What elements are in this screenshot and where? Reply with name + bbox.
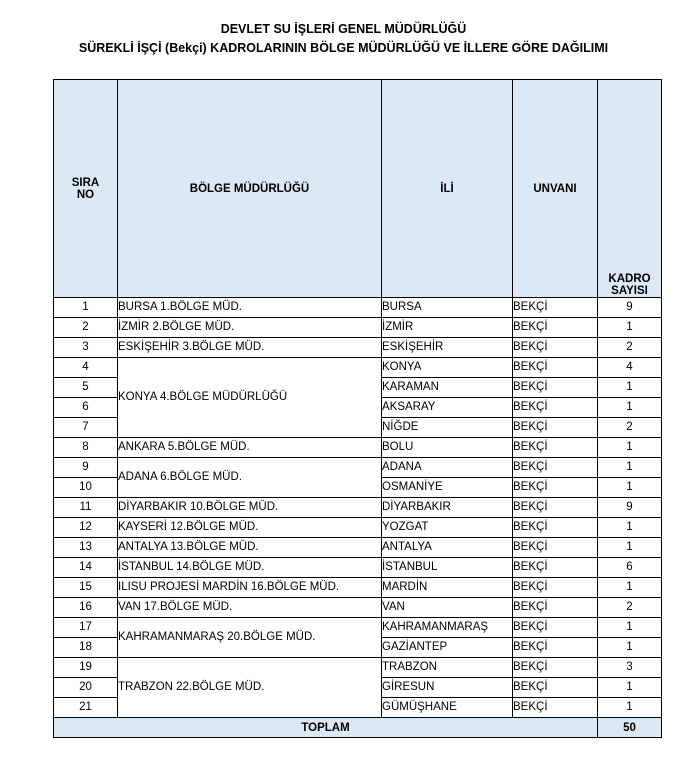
row-number: 18	[54, 638, 118, 658]
row-title: BEKÇİ	[513, 678, 598, 698]
row-number: 3	[54, 338, 118, 358]
row-region: BURSA 1.BÖLGE MÜD.	[118, 298, 382, 318]
table-row	[54, 458, 662, 478]
row-number: 16	[54, 598, 118, 618]
row-city: MARDİN	[382, 578, 513, 598]
row-count: 9	[598, 298, 662, 318]
row-city: GÜMÜŞHANE	[382, 698, 513, 718]
row-title: BEKÇİ	[513, 298, 598, 318]
row-count: 3	[598, 658, 662, 678]
row-city: KAHRAMANMARAŞ	[382, 618, 513, 638]
row-number: 21	[54, 698, 118, 718]
row-number: 4	[54, 358, 118, 378]
header-region: BÖLGE MÜDÜRLÜĞÜ	[118, 80, 382, 298]
row-title: BEKÇİ	[513, 518, 598, 538]
total-label: TOPLAM	[54, 718, 598, 738]
row-city: GAZİANTEP	[382, 638, 513, 658]
row-city: YOZGAT	[382, 518, 513, 538]
row-city: NİĞDE	[382, 418, 513, 438]
document-title	[0, 20, 687, 58]
row-city: İZMİR	[382, 318, 513, 338]
row-count: 9	[598, 498, 662, 518]
table-row	[54, 658, 662, 678]
table-row	[54, 318, 662, 338]
row-number: 19	[54, 658, 118, 678]
row-number: 13	[54, 538, 118, 558]
row-region: ADANA 6.BÖLGE MÜD.	[118, 458, 382, 498]
total-row	[54, 718, 662, 738]
row-number: 14	[54, 558, 118, 578]
row-number: 1	[54, 298, 118, 318]
table-row	[54, 558, 662, 578]
row-city: BOLU	[382, 438, 513, 458]
row-count: 1	[598, 678, 662, 698]
table-row	[54, 358, 662, 378]
table-row	[54, 298, 662, 318]
row-title: BEKÇİ	[513, 598, 598, 618]
row-number: 17	[54, 618, 118, 638]
row-city: TRABZON	[382, 658, 513, 678]
row-count: 1	[598, 538, 662, 558]
row-count: 1	[598, 518, 662, 538]
header-count: KADRO SAYISI	[598, 80, 662, 298]
row-region: KONYA 4.BÖLGE MÜDÜRLÜĞÜ	[118, 358, 382, 438]
header-title: UNVANI	[513, 80, 598, 298]
row-number: 15	[54, 578, 118, 598]
row-count: 2	[598, 598, 662, 618]
row-title: BEKÇİ	[513, 318, 598, 338]
row-city: İSTANBUL	[382, 558, 513, 578]
row-count: 1	[598, 578, 662, 598]
row-count: 1	[598, 378, 662, 398]
row-title: BEKÇİ	[513, 338, 598, 358]
row-city: GİRESUN	[382, 678, 513, 698]
row-region: İSTANBUL 14.BÖLGE MÜD.	[118, 558, 382, 578]
row-region: ANTALYA 13.BÖLGE MÜD.	[118, 538, 382, 558]
row-region: KAYSERİ 12.BÖLGE MÜD.	[118, 518, 382, 538]
table-row	[54, 578, 662, 598]
row-region: ILISU PROJESİ MARDİN 16.BÖLGE MÜD.	[118, 578, 382, 598]
row-city: DİYARBAKIR	[382, 498, 513, 518]
table-header-row	[54, 80, 662, 298]
row-city: BURSA	[382, 298, 513, 318]
table-row	[54, 618, 662, 638]
row-number: 11	[54, 498, 118, 518]
row-number: 6	[54, 398, 118, 418]
row-city: ANTALYA	[382, 538, 513, 558]
row-title: BEKÇİ	[513, 498, 598, 518]
row-count: 1	[598, 438, 662, 458]
row-count: 1	[598, 458, 662, 478]
row-city: ESKİŞEHİR	[382, 338, 513, 358]
row-count: 1	[598, 618, 662, 638]
total-value: 50	[598, 718, 662, 738]
row-title: BEKÇİ	[513, 638, 598, 658]
row-title: BEKÇİ	[513, 418, 598, 438]
row-title: BEKÇİ	[513, 618, 598, 638]
row-region: KAHRAMANMARAŞ 20.BÖLGE MÜD.	[118, 618, 382, 658]
row-count: 1	[598, 698, 662, 718]
row-count: 1	[598, 478, 662, 498]
row-title: BEKÇİ	[513, 378, 598, 398]
row-title: BEKÇİ	[513, 478, 598, 498]
row-number: 9	[54, 458, 118, 478]
table-row	[54, 518, 662, 538]
row-count: 2	[598, 338, 662, 358]
title-line-2: SÜREKLİ İŞÇİ (Bekçi) KADROLARININ BÖLGE MÜDÜRLÜĞÜ VE İLLERE GÖRE DAĞILIMI	[78, 41, 609, 55]
row-title: BEKÇİ	[513, 698, 598, 718]
row-region: ESKİŞEHİR 3.BÖLGE MÜD.	[118, 338, 382, 358]
row-city: KONYA	[382, 358, 513, 378]
row-city: OSMANİYE	[382, 478, 513, 498]
row-count: 1	[598, 638, 662, 658]
row-number: 2	[54, 318, 118, 338]
row-region: İZMİR 2.BÖLGE MÜD.	[118, 318, 382, 338]
row-city: KARAMAN	[382, 378, 513, 398]
row-title: BEKÇİ	[513, 558, 598, 578]
table-row	[54, 438, 662, 458]
table-row	[54, 498, 662, 518]
title-line-1: DEVLET SU İŞLERİ GENEL MÜDÜRLÜĞÜ	[220, 22, 467, 36]
header-city: İLİ	[382, 80, 513, 298]
row-count: 4	[598, 358, 662, 378]
row-title: BEKÇİ	[513, 458, 598, 478]
row-title: BEKÇİ	[513, 438, 598, 458]
table-body	[54, 298, 662, 718]
row-number: 5	[54, 378, 118, 398]
table-row	[54, 538, 662, 558]
row-count: 1	[598, 398, 662, 418]
row-region: DİYARBAKIR 10.BÖLGE MÜD.	[118, 498, 382, 518]
row-title: BEKÇİ	[513, 398, 598, 418]
row-region: VAN 17.BÖLGE MÜD.	[118, 598, 382, 618]
header-sira-no: SIRA NO	[54, 80, 118, 298]
row-city: ADANA	[382, 458, 513, 478]
row-city: VAN	[382, 598, 513, 618]
row-count: 6	[598, 558, 662, 578]
table-row	[54, 338, 662, 358]
row-number: 8	[54, 438, 118, 458]
row-number: 7	[54, 418, 118, 438]
row-title: BEKÇİ	[513, 658, 598, 678]
distribution-table	[53, 79, 662, 738]
row-number: 12	[54, 518, 118, 538]
row-count: 2	[598, 418, 662, 438]
row-city: AKSARAY	[382, 398, 513, 418]
row-number: 10	[54, 478, 118, 498]
row-number: 20	[54, 678, 118, 698]
row-title: BEKÇİ	[513, 538, 598, 558]
row-title: BEKÇİ	[513, 578, 598, 598]
row-region: TRABZON 22.BÖLGE MÜD.	[118, 658, 382, 718]
row-title: BEKÇİ	[513, 358, 598, 378]
table-row	[54, 598, 662, 618]
row-count: 1	[598, 318, 662, 338]
row-region: ANKARA 5.BÖLGE MÜD.	[118, 438, 382, 458]
